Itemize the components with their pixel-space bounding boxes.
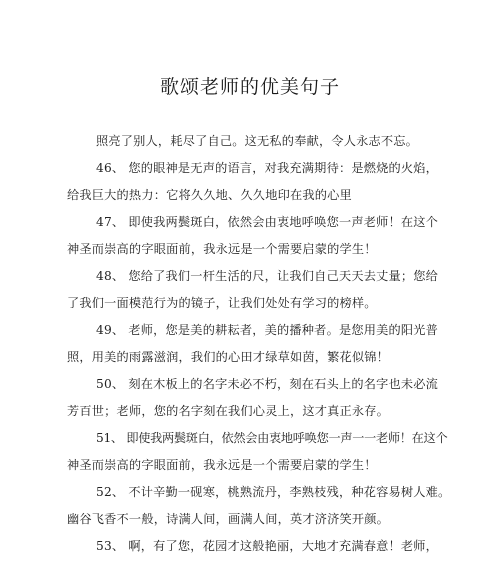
text-line: 照，用美的雨露滋润，我们的心田才绿草如茵，繁花似锦！ — [67, 350, 390, 364]
text-line: 46、 您的眼神是无声的语言，对我充满期待：是燃烧的火焰， — [96, 161, 439, 175]
text-line: 53、 啊，有了您，花园才这般艳丽，大地才充满春意！老师， — [96, 539, 439, 553]
text-line: 神圣而崇高的字眼面前，我永远是一个需要启蒙的学生！ — [67, 242, 377, 256]
text-line: 48、 您给了我们一杆生活的尺，让我们自己天天去丈量；您给 — [96, 269, 439, 283]
document-title: 歌颂老师的优美句子 — [159, 76, 340, 98]
text-line: 52、 不计辛勤一砚寒，桃熟流丹，李熟枝残，种花容易树人难。 — [96, 485, 451, 499]
text-line: 幽谷飞香不一般，诗满人间，画满人间，英才济济笑开颜。 — [67, 512, 390, 526]
text-line: 了我们一面模范行为的镜子，让我们处处有学习的榜样。 — [67, 296, 377, 310]
text-line: 49、 老师，您是美的耕耘者，美的播种者。是您用美的阳光普 — [96, 323, 439, 337]
text-line: 给我巨大的热力：它将久久地、久久地印在我的心里 — [67, 188, 352, 202]
text-line: 芳百世；老师，您的名字刻在我们心灵上，这才真正永存。 — [67, 404, 390, 418]
text-line: 47、 即使我两鬓斑白，依然会由衷地呼唤您一声老师！在这个 — [96, 215, 439, 229]
text-line: 照亮了别人，耗尽了自己。这无私的奉献，令人永志不忘。 — [96, 134, 419, 148]
text-line: 51、 即使我两鬓斑白，依然会由衷地呼唤您一声一一老师！在这个 — [96, 431, 448, 445]
text-line: 50、 刻在木板上的名字未必不朽，刻在石头上的名字也未必流 — [96, 377, 439, 391]
text-line: 神圣而崇高的字眼面前，我永远是一个需要启蒙的学生！ — [67, 458, 377, 472]
